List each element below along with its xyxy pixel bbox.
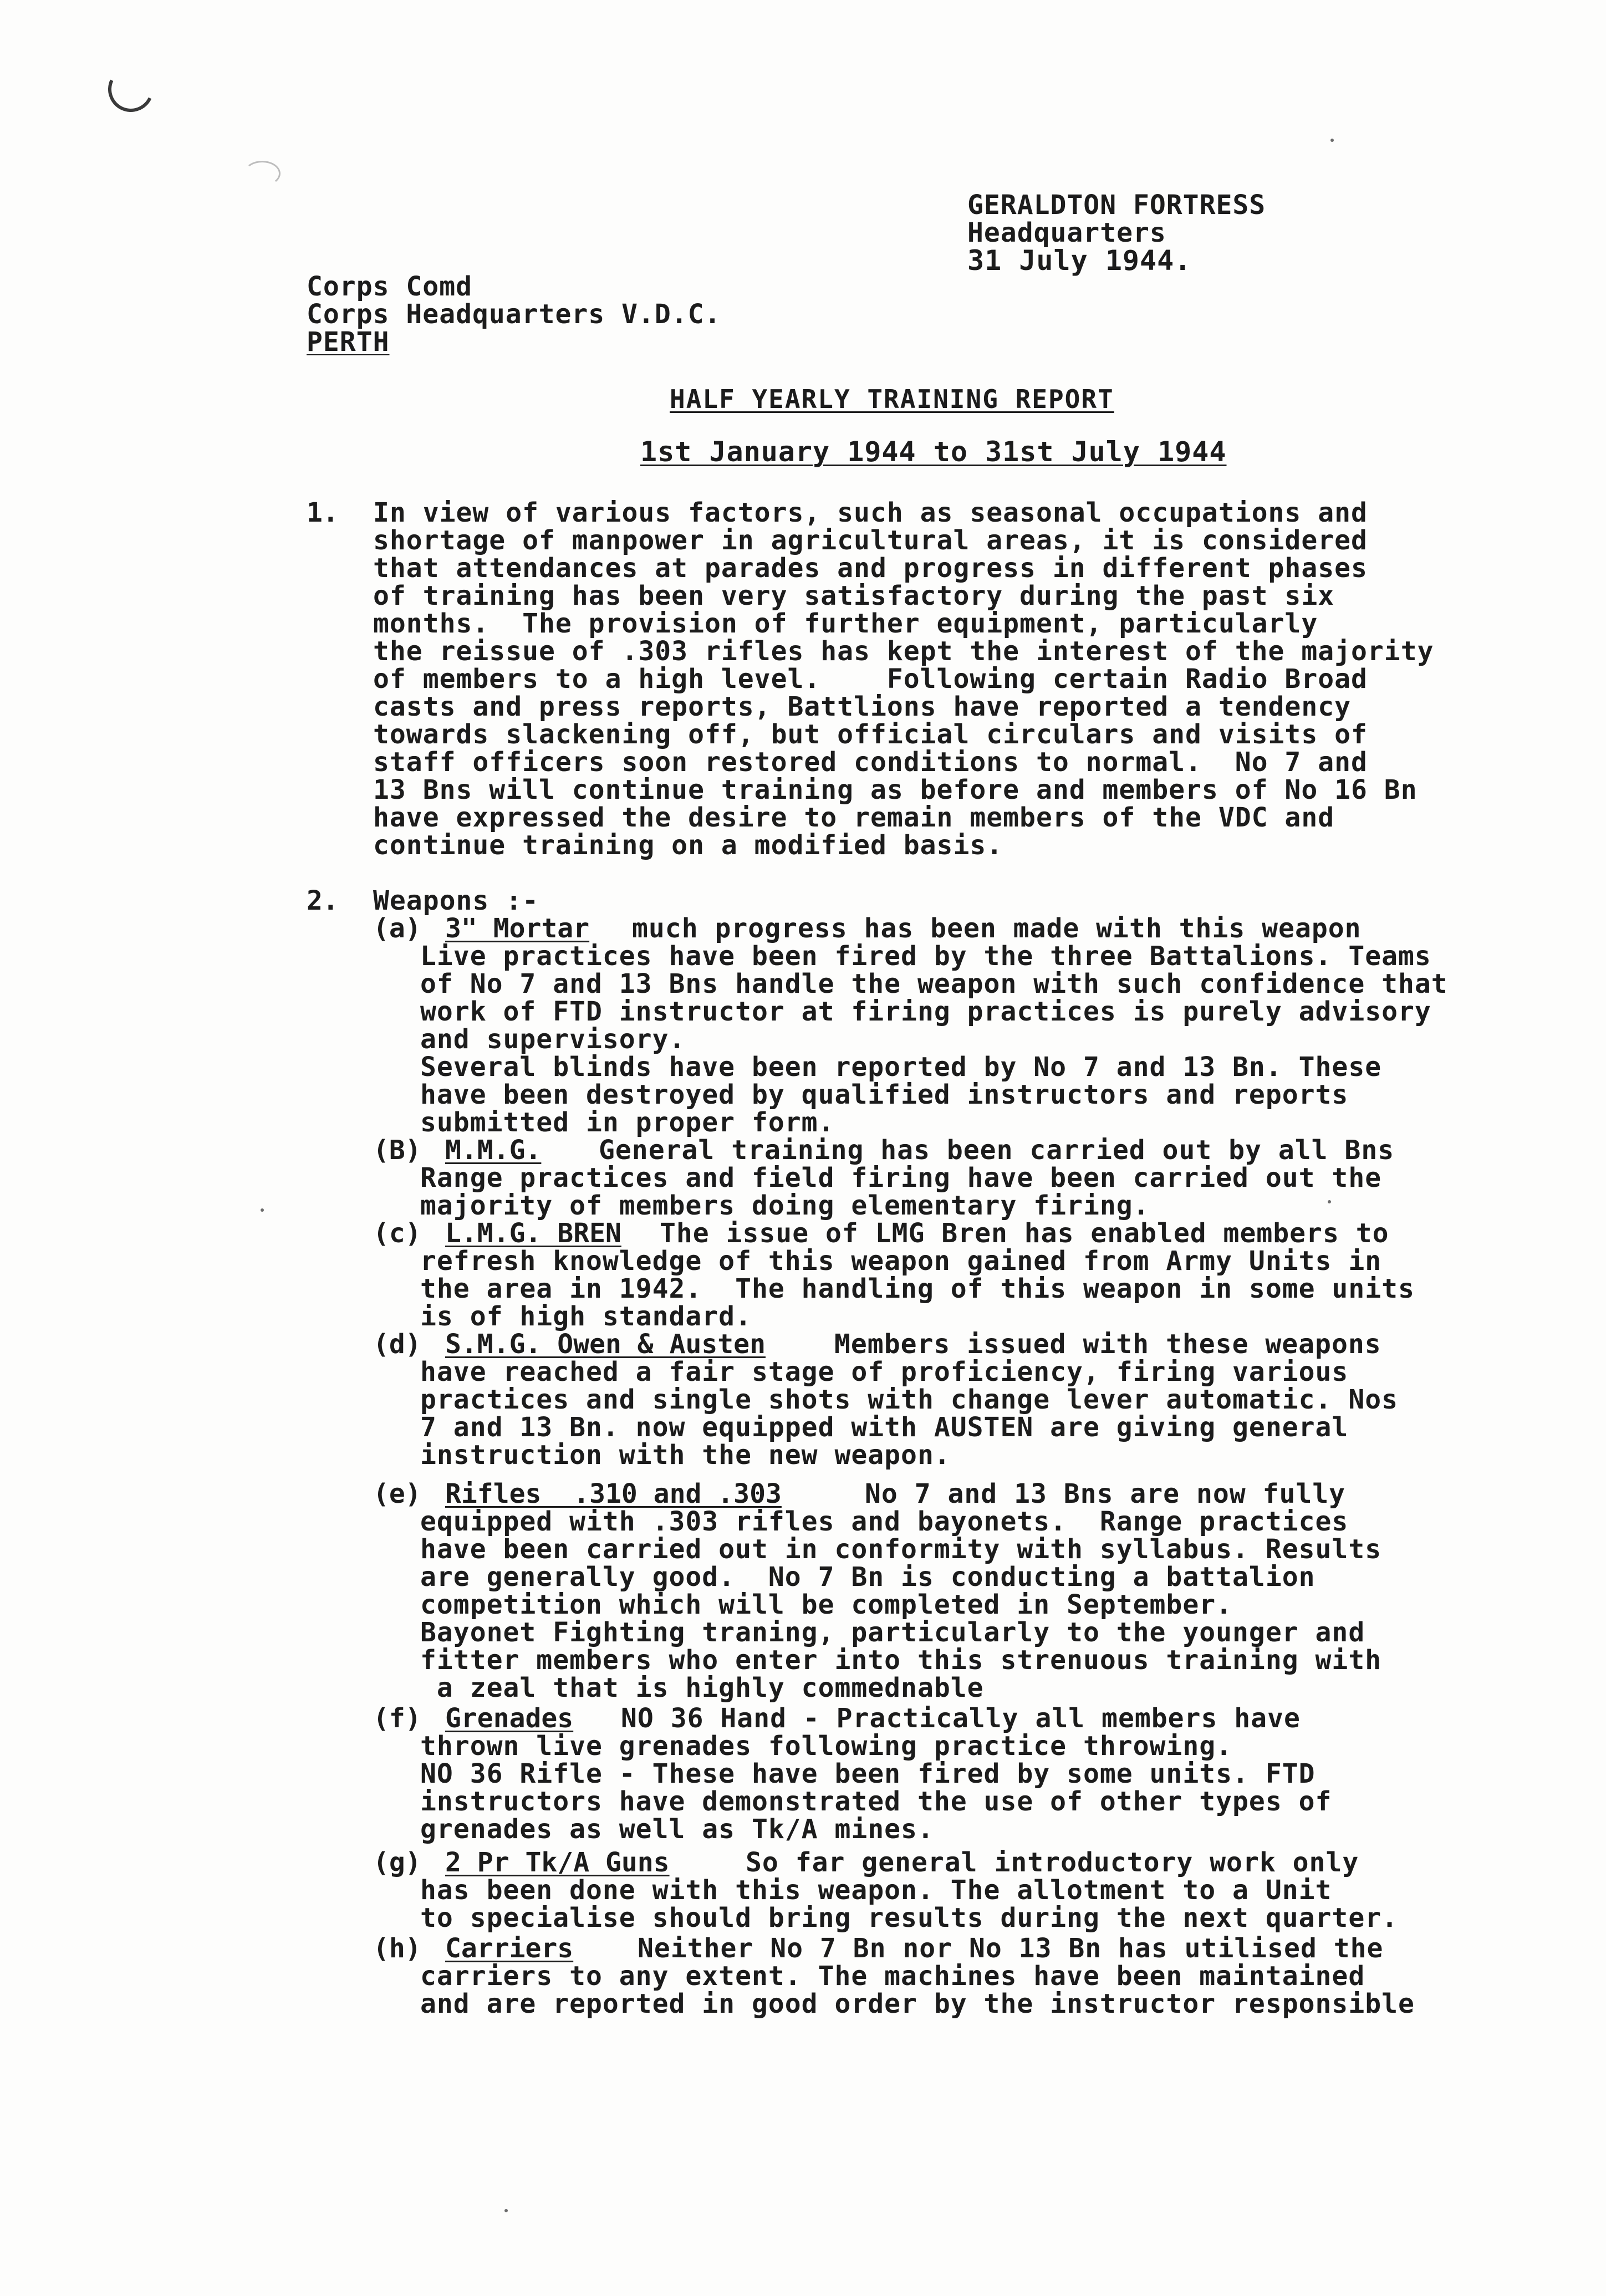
item-line: submitted in proper form.: [420, 1107, 835, 1138]
punch-hole-mark: [101, 60, 160, 118]
item-line: Bayonet Fighting traning, particularly to the younger and: [420, 1617, 1365, 1648]
paragraph-line: staff officers soon restored conditions to normal. No 7 and: [373, 747, 1368, 778]
item-line: General training has been carried out by all Bns: [599, 1135, 1395, 1166]
item-line: much progress has been made with this weapon: [632, 913, 1362, 944]
paragraph-number: 1.: [307, 497, 339, 528]
item-letter: (d): [373, 1329, 421, 1360]
item-line: No 7 and 13 Bns are now fully: [865, 1478, 1346, 1509]
paragraph-line: have expressed the desire to remain members of the VDC and: [373, 802, 1335, 833]
item-letter: (a): [373, 913, 421, 944]
item-letter: (f): [373, 1703, 421, 1734]
item-line: fitter members who enter into this strenuous training with: [420, 1645, 1382, 1676]
item-line: Several blinds have been reported by No 7 and 13 Bn. These: [420, 1052, 1382, 1083]
item-line: have been carried out in conformity with syllabus. Results: [420, 1534, 1382, 1565]
report-period: 1st January 1944 to 31st July 1944: [640, 436, 1227, 468]
item-line: the area in 1942. The handling of this weapon in some units: [420, 1273, 1415, 1304]
item-line: have reached a fair stage of proficiency, firing various: [420, 1356, 1349, 1387]
item-line: equipped with .303 rifles and bayonets. Range practices: [420, 1506, 1349, 1537]
speck: [504, 2209, 508, 2212]
item-letter: (c): [373, 1218, 421, 1249]
item-line: of No 7 and 13 Bns handle the weapon with such confidence that: [420, 968, 1448, 999]
item-line: refresh knowledge of this weapon gained from Army Units in: [420, 1246, 1382, 1277]
item-line: and are reported in good order by the instructor responsible: [420, 1988, 1415, 2019]
speck: [1330, 139, 1334, 142]
paragraph-line: months. The provision of further equipment, particularly: [373, 608, 1318, 639]
item-title: Grenades: [445, 1703, 574, 1734]
item-letter: (e): [373, 1478, 421, 1509]
report-title: HALF YEARLY TRAINING REPORT: [670, 384, 1114, 414]
item-line: carriers to any extent. The machines have been maintained: [420, 1961, 1365, 1992]
paragraph-line: the reissue of .303 rifles has kept the interest of the majority: [373, 636, 1434, 667]
speck: [1328, 1200, 1331, 1203]
item-line: practices and single shots with change lever automatic. Nos: [420, 1384, 1399, 1415]
item-line: So far general introductory work only: [746, 1847, 1359, 1878]
header-station: GERALDTON FORTRESS: [967, 190, 1266, 221]
paragraph-line: towards slackening off, but official circulars and visits of: [373, 719, 1368, 750]
paragraph-line: In view of various factors, such as seasonal occupations and: [373, 497, 1368, 528]
item-line: are generally good. No 7 Bn is conducting a battalion: [420, 1562, 1316, 1593]
speck: [261, 1208, 264, 1212]
paragraph-number: 2.: [307, 885, 339, 916]
item-title: Rifles .310 and .303: [445, 1478, 782, 1509]
item-title: M.M.G.: [445, 1135, 542, 1166]
item-line: 7 and 13 Bn. now equipped with AUSTEN are giving general: [420, 1412, 1349, 1443]
item-line: competition which will be completed in September.: [420, 1589, 1233, 1620]
item-line: Members issued with these weapons: [834, 1329, 1381, 1360]
paper-smudge: [244, 161, 281, 186]
item-line: majority of members doing elementary firing.: [420, 1190, 1150, 1221]
item-line: a zeal that is highly commednable: [420, 1672, 984, 1703]
item-line: Neither No 7 Bn nor No 13 Bn has utilised the: [638, 1933, 1384, 1964]
item-line: grenades as well as Tk/A mines.: [420, 1814, 934, 1845]
item-title: 3" Mortar: [445, 913, 590, 944]
item-title: Carriers: [445, 1933, 574, 1964]
item-line: thrown live grenades following practice throwing.: [420, 1731, 1233, 1762]
item-line: Range practices and field firing have been carried out the: [420, 1162, 1382, 1193]
paragraph-line: casts and press reports, Battlions have reported a tendency: [373, 691, 1352, 722]
paragraph-line: of members to a high level. Following certain Radio Broad: [373, 664, 1368, 695]
paragraph-line: of training has been very satisfactory during the past six: [373, 580, 1335, 611]
item-line: NO 36 Hand - Practically all members have: [621, 1703, 1301, 1734]
item-title: 2 Pr Tk/A Guns: [445, 1847, 670, 1878]
addressee-line-2: Corps Headquarters V.D.C.: [307, 299, 721, 330]
item-line: work of FTD instructor at firing practices is purely advisory: [420, 996, 1431, 1027]
item-line: instruction with the new weapon.: [420, 1440, 951, 1471]
paragraph-line: shortage of manpower in agricultural areas, it is considered: [373, 525, 1368, 556]
paragraph-line: continue training on a modified basis.: [373, 830, 1003, 861]
item-line: to specialise should bring results during the next quarter.: [420, 1902, 1399, 1933]
item-line: is of high standard.: [420, 1301, 752, 1332]
paragraph-line: 13 Bns will continue training as before and members of No 16 Bn: [373, 774, 1418, 805]
item-line: Live practices have been fired by the three Battalions. Teams: [420, 941, 1431, 972]
weapons-heading: Weapons :-: [373, 885, 539, 916]
item-letter: (h): [373, 1933, 421, 1964]
header-office: Headquarters: [967, 217, 1166, 248]
item-title: S.M.G. Owen & Austen: [445, 1329, 766, 1360]
header-date: 31 July 1944.: [967, 244, 1192, 277]
addressee-line-3: PERTH: [307, 326, 390, 358]
item-title: L.M.G. BREN: [445, 1218, 621, 1249]
item-letter: (B): [373, 1135, 421, 1166]
item-line: instructors have demonstrated the use of other types of: [420, 1786, 1332, 1817]
item-line: and supervisory.: [420, 1024, 686, 1055]
addressee-line-1: Corps Comd: [307, 271, 472, 302]
paragraph-line: that attendances at parades and progress in different phases: [373, 553, 1368, 584]
item-line: has been done with this weapon. The allotment to a Unit: [420, 1875, 1332, 1906]
item-line: NO 36 Rifle - These have been fired by some units. FTD: [420, 1758, 1316, 1789]
item-line: The issue of LMG Bren has enabled members to: [660, 1218, 1389, 1249]
item-line: have been destroyed by qualified instructors and reports: [420, 1079, 1349, 1110]
item-letter: (g): [373, 1847, 421, 1878]
